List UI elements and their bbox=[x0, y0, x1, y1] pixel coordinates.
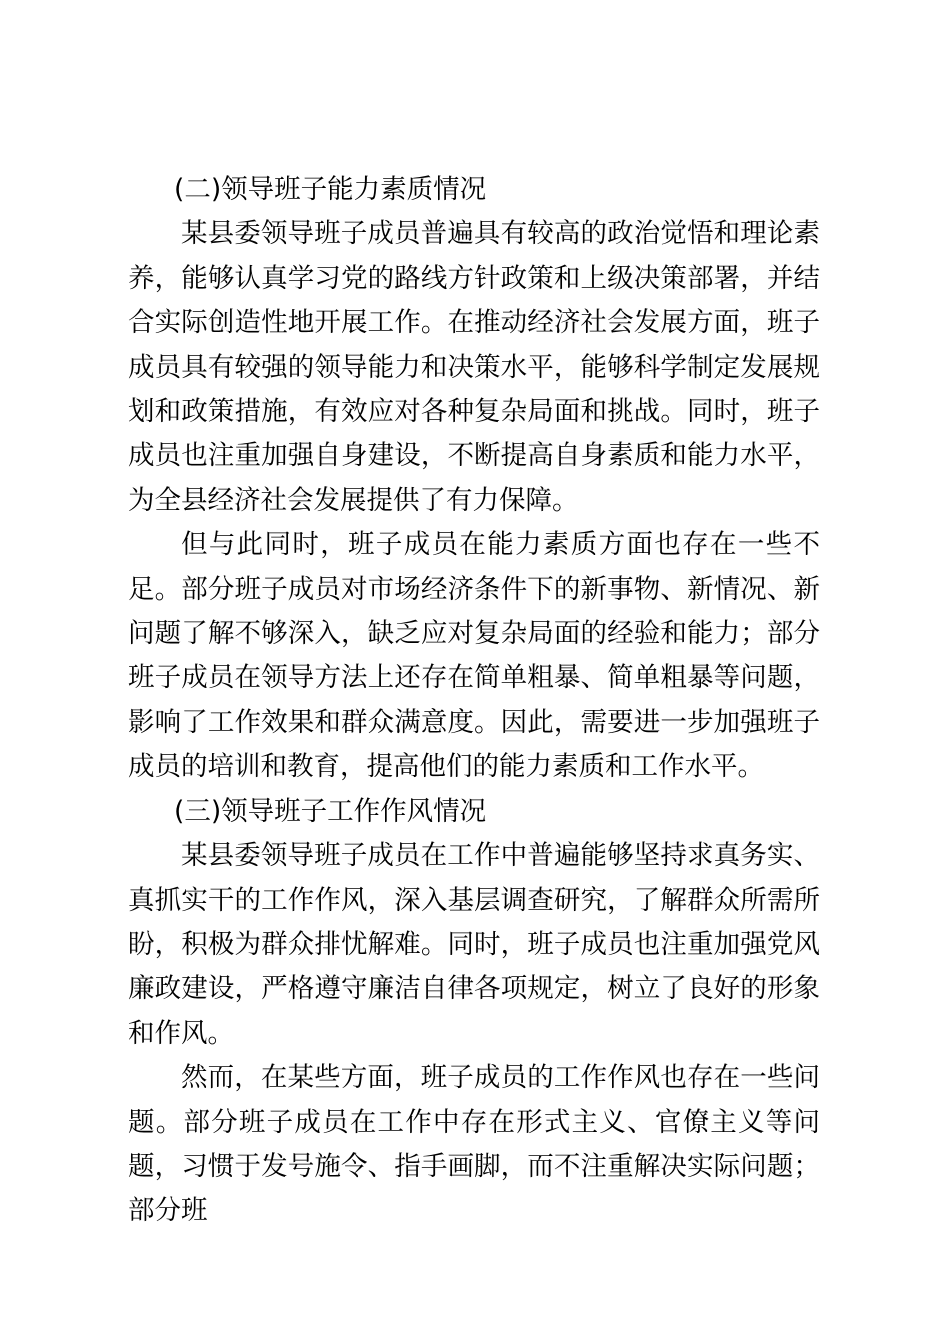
section-heading-work-style: (三)领导班子工作作风情况 bbox=[174, 795, 487, 827]
paragraph-ability-shortcomings: 但与此同时，班子成员在能力素质方面也存在一些不足。部分班子成员对市场经济条件下的新事物、新情况、新问题了解不够深入，缺乏应对复杂局面的经验和能力；部分班子成员在领导方法上还存在简单粗暴、简单粗暴等问题，影响了工作效果和群众满意度。因此，需要进一步加强班子成员的培训和教育，提高他们的能力素质和工作水平。 bbox=[128, 529, 820, 783]
document-body bbox=[128, 168, 820, 1234]
paragraph-work-style-problems: 然而，在某些方面，班子成员的工作作风也存在一些问题。部分班子成员在工作中存在形式主义、官僚主义等问题，习惯于发号施令、指手画脚，而不注重解决实际问题；部分班 bbox=[128, 1062, 820, 1227]
paragraph-ability-strengths: 某县委领导班子成员普遍具有较高的政治觉悟和理论素养，能够认真学习党的路线方针政策和上级决策部署，并结合实际创造性地开展工作。在推动经济社会发展方面，班子成员具有较强的领导能力和决策水平，能够科学制定发展规划和政策措施，有效应对各种复杂局面和挑战。同时，班子成员也注重加强自身建设，不断提高自身素质和能力水平，为全县经济社会发展提供了有力保障。 bbox=[128, 218, 820, 516]
section-heading-leadership-ability: (二)领导班子能力素质情况 bbox=[174, 174, 487, 205]
paragraph-work-style-strengths: 某县委领导班子成员在工作中普遍能够坚持求真务实、真抓实干的工作作风，深入基层调查研究，了解群众所需所盼，积极为群众排忧解难。同时，班子成员也注重加强党风廉政建设，严格遵守廉洁自律各项规定，树立了良好的形象和作风。 bbox=[128, 840, 820, 1049]
